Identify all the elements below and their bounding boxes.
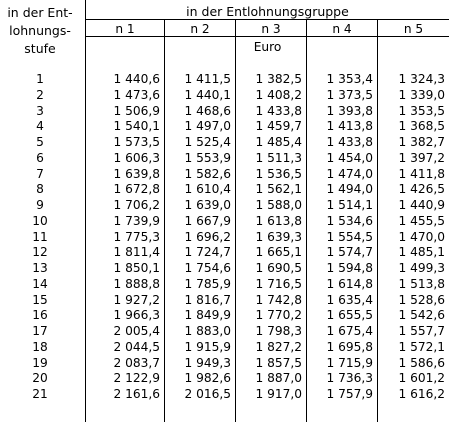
stufe-cell: 7 — [36, 166, 44, 181]
value-cell-n5: 1 542,6 — [398, 308, 445, 323]
value-cell-n4: 1 675,4 — [326, 324, 373, 338]
value-cell-n5: 1 586,6 — [398, 355, 445, 370]
value-cell-n4: 1 413,8 — [326, 119, 373, 134]
value-cell-n4: 1 635,4 — [326, 292, 373, 307]
value-cell-n2: 1 982,6 — [184, 371, 231, 386]
value-cell-n5: 1 411,8 — [398, 166, 445, 181]
value-cell-n3: 1 588,0 — [255, 198, 302, 212]
value-cell-n4: 1 574,7 — [326, 245, 373, 260]
value-cell-n1: 1 473,6 — [113, 87, 160, 102]
value-cell-n5: 1 557,7 — [398, 324, 445, 338]
value-cell-n4: 1 514,1 — [326, 198, 373, 212]
stufe-cell: 15 — [32, 292, 48, 307]
value-cell-n2: 1 696,2 — [184, 229, 231, 244]
value-cell-n5: 1 513,8 — [398, 276, 445, 291]
grid-line-vertical-left — [85, 0, 86, 422]
value-cell-n3: 1 716,5 — [255, 276, 302, 291]
value-cell-n1: 1 606,3 — [113, 150, 160, 165]
value-cell-n3: 1 562,1 — [255, 182, 302, 197]
value-cell-n1: 2 044,5 — [113, 339, 160, 354]
value-cell-n4: 1 655,5 — [326, 308, 373, 323]
stufe-cell: 14 — [32, 276, 48, 291]
stufe-cell: 9 — [36, 198, 44, 212]
value-cell-n5: 1 499,3 — [398, 261, 445, 275]
stufe-cell: 11 — [32, 229, 48, 244]
value-cell-n3: 1 613,8 — [255, 213, 302, 228]
value-cell-n5: 1 353,5 — [398, 103, 445, 118]
value-cell-n2: 1 849,9 — [184, 308, 231, 323]
stufe-cell: 20 — [32, 371, 48, 386]
value-cell-n2: 1 411,5 — [184, 72, 231, 86]
value-cell-n3: 1 798,3 — [255, 324, 302, 338]
value-cell-n4: 1 353,4 — [326, 72, 373, 86]
value-cell-n1: 2 083,7 — [113, 355, 160, 370]
value-cell-n4: 1 393,8 — [326, 103, 373, 118]
column-header-n1: n 1 — [115, 22, 135, 36]
value-cell-n2: 1 724,7 — [184, 245, 231, 260]
value-cell-n5: 1 440,9 — [398, 198, 445, 212]
value-cell-n2: 1 553,9 — [184, 150, 231, 165]
value-cell-n2: 1 610,4 — [184, 182, 231, 197]
stufe-cell: 12 — [32, 245, 48, 260]
value-cell-n3: 1 665,1 — [255, 245, 302, 260]
value-cell-n1: 1 540,1 — [113, 119, 160, 134]
value-cell-n2: 1 667,9 — [184, 213, 231, 228]
column-header-n4: n 4 — [332, 22, 352, 36]
value-cell-n5: 1 470,0 — [398, 229, 445, 244]
value-cell-n4: 1 614,8 — [326, 276, 373, 291]
value-cell-n1: 1 927,2 — [113, 292, 160, 307]
value-cell-n2: 1 816,7 — [184, 292, 231, 307]
value-cell-n1: 1 811,4 — [113, 245, 160, 260]
value-cell-n4: 1 433,8 — [326, 135, 373, 149]
value-cell-n3: 1 459,7 — [255, 119, 302, 134]
value-cell-n3: 1 742,8 — [255, 292, 302, 307]
value-cell-n5: 1 455,5 — [398, 213, 445, 228]
value-cell-n2: 1 785,9 — [184, 276, 231, 291]
value-cell-n4: 1 494,0 — [326, 182, 373, 197]
stufe-cell: 4 — [36, 119, 44, 134]
value-cell-n3: 1 827,2 — [255, 339, 302, 354]
value-cell-n2: 1 525,4 — [184, 135, 231, 149]
value-cell-n3: 1 887,0 — [255, 371, 302, 386]
value-cell-n1: 1 639,8 — [113, 166, 160, 181]
value-cell-n5: 1 616,2 — [398, 387, 445, 401]
left-header-line-2: lohnungs- — [9, 23, 71, 38]
stufe-cell: 13 — [32, 261, 48, 275]
value-cell-n3: 1 511,3 — [255, 150, 302, 165]
value-cell-n4: 1 757,9 — [326, 387, 373, 401]
value-cell-n3: 1 382,5 — [255, 72, 302, 86]
value-cell-n1: 2 005,4 — [113, 324, 160, 338]
value-cell-n5: 1 485,1 — [398, 245, 445, 260]
value-cell-n1: 1 706,2 — [113, 198, 160, 212]
value-cell-n3: 1 408,2 — [255, 87, 302, 102]
value-cell-n1: 1 506,9 — [113, 103, 160, 118]
value-cell-n1: 1 440,6 — [113, 72, 160, 86]
value-cell-n4: 1 554,5 — [326, 229, 373, 244]
value-cell-n1: 1 850,1 — [113, 261, 160, 275]
value-cell-n1: 1 775,3 — [113, 229, 160, 244]
value-cell-n1: 1 888,8 — [113, 276, 160, 291]
value-cell-n4: 1 534,6 — [326, 213, 373, 228]
value-cell-n4: 1 695,8 — [326, 339, 373, 354]
value-cell-n1: 2 161,6 — [113, 387, 160, 401]
left-header-line-1: in der Ent- — [7, 5, 73, 20]
value-cell-n4: 1 594,8 — [326, 261, 373, 275]
value-cell-n3: 1 690,5 — [255, 261, 302, 275]
grid-line-horizontal-columns — [85, 36, 449, 37]
value-cell-n3: 1 917,0 — [255, 387, 302, 401]
value-cell-n1: 1 966,3 — [113, 308, 160, 323]
value-cell-n4: 1 736,3 — [326, 371, 373, 386]
value-cell-n5: 1 601,2 — [398, 371, 445, 386]
value-cell-n3: 1 433,8 — [255, 103, 302, 118]
stufe-cell: 1 — [36, 72, 44, 86]
value-cell-n2: 1 754,6 — [184, 261, 231, 275]
unit-label: Euro — [253, 40, 282, 54]
group-header: in der Entlohnungsgruppe — [186, 4, 349, 19]
value-cell-n5: 1 368,5 — [398, 119, 445, 134]
value-cell-n2: 1 915,9 — [184, 339, 231, 354]
value-cell-n5: 1 528,6 — [398, 292, 445, 307]
value-cell-n2: 1 639,0 — [184, 198, 231, 212]
value-cell-n3: 1 485,4 — [255, 135, 302, 149]
column-header-n2: n 2 — [190, 22, 210, 36]
value-cell-n5: 1 426,5 — [398, 182, 445, 197]
value-cell-n5: 1 339,0 — [398, 87, 445, 102]
value-cell-n4: 1 474,0 — [326, 166, 373, 181]
value-cell-n1: 1 739,9 — [113, 213, 160, 228]
stufe-cell: 5 — [36, 135, 44, 149]
value-cell-n4: 1 715,9 — [326, 355, 373, 370]
stufe-cell: 16 — [32, 308, 48, 323]
stufe-cell: 10 — [32, 213, 48, 228]
value-cell-n5: 1 397,2 — [398, 150, 445, 165]
value-cell-n3: 1 770,2 — [255, 308, 302, 323]
stufe-cell: 17 — [32, 324, 48, 338]
value-cell-n3: 1 639,3 — [255, 229, 302, 244]
stufe-cell: 18 — [32, 339, 48, 354]
stufe-cell: 8 — [36, 182, 44, 197]
stufe-cell: 19 — [32, 355, 48, 370]
value-cell-n2: 1 582,6 — [184, 166, 231, 181]
value-cell-n2: 1 497,0 — [184, 119, 231, 134]
value-cell-n2: 1 883,0 — [184, 324, 231, 338]
stufe-cell: 2 — [36, 87, 44, 102]
stufe-cell: 3 — [36, 103, 44, 118]
value-cell-n4: 1 454,0 — [326, 150, 373, 165]
value-cell-n1: 1 573,5 — [113, 135, 160, 149]
value-cell-n2: 1 440,1 — [184, 87, 231, 102]
stufe-cell: 21 — [32, 387, 48, 401]
value-cell-n5: 1 572,1 — [398, 339, 445, 354]
left-header-line-3: stufe — [24, 41, 56, 56]
value-cell-n3: 1 536,5 — [255, 166, 302, 181]
value-cell-n1: 2 122,9 — [113, 371, 160, 386]
value-cell-n1: 1 672,8 — [113, 182, 160, 197]
column-header-n5: n 5 — [403, 22, 424, 36]
column-header-n3: n 3 — [261, 22, 281, 36]
stufe-cell: 6 — [36, 150, 44, 165]
value-cell-n3: 1 857,5 — [255, 355, 302, 370]
value-cell-n2: 1 468,6 — [184, 103, 231, 118]
value-cell-n5: 1 324,3 — [398, 72, 445, 86]
grid-line-horizontal-group — [85, 19, 449, 20]
value-cell-n2: 2 016,5 — [184, 387, 231, 401]
value-cell-n2: 1 949,3 — [184, 355, 231, 370]
value-cell-n5: 1 382,7 — [398, 135, 445, 149]
value-cell-n4: 1 373,5 — [326, 87, 373, 102]
